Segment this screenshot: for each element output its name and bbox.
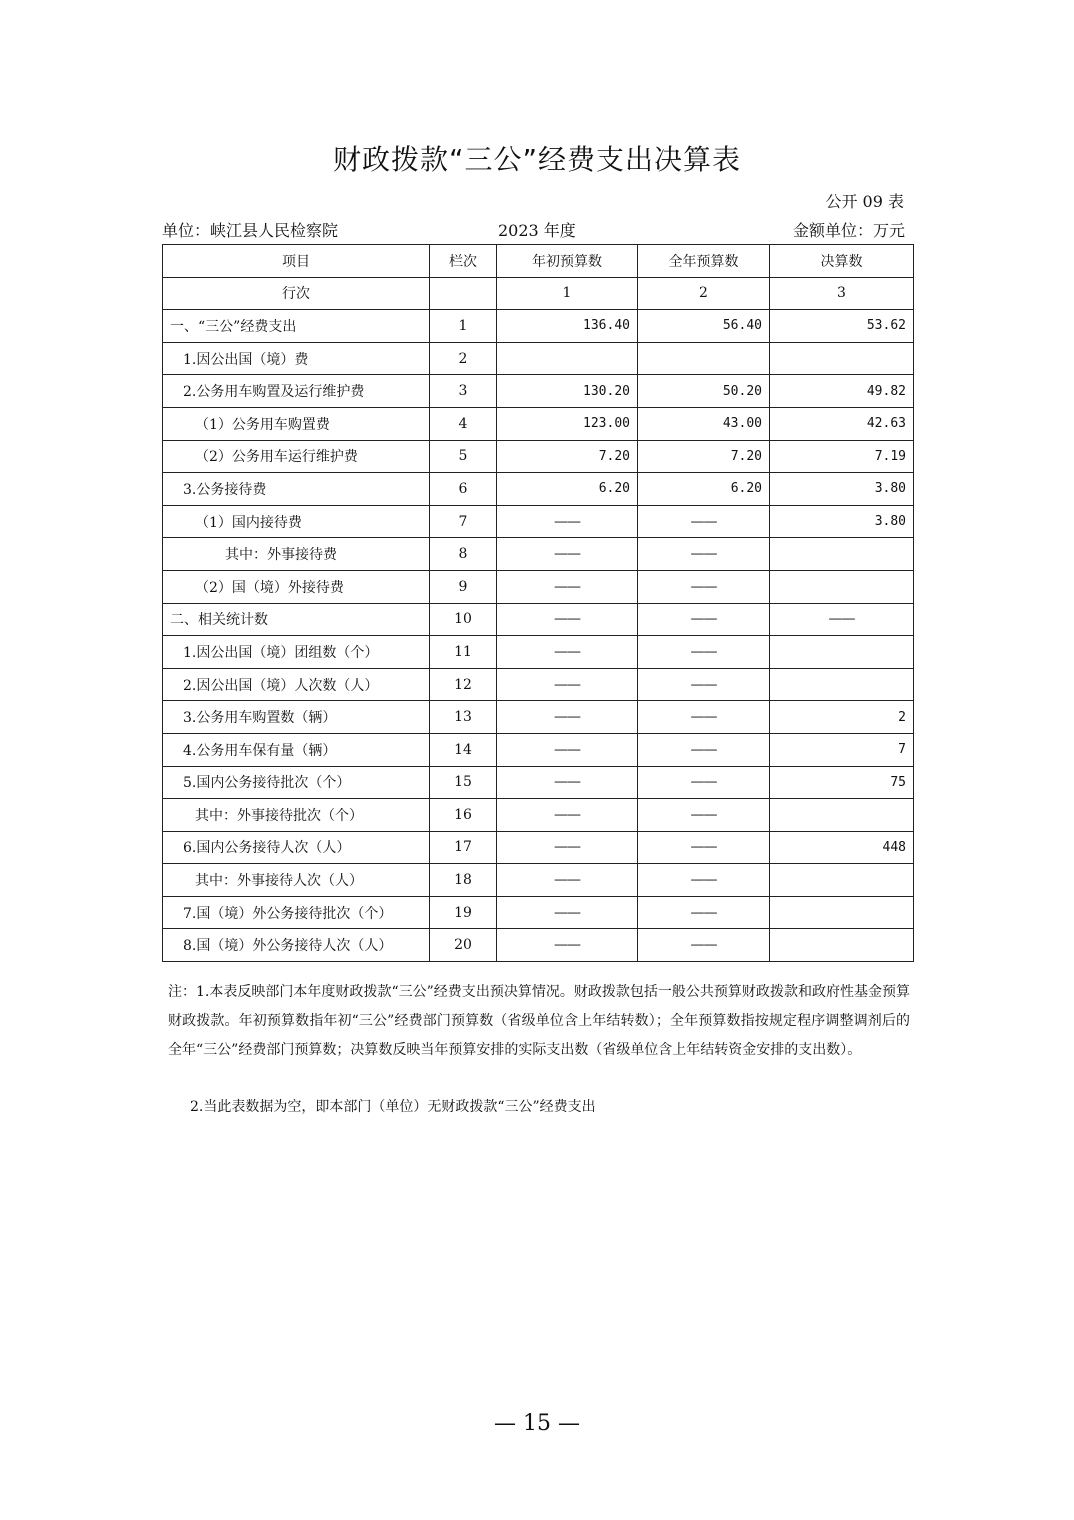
table-row xyxy=(163,668,914,701)
full-year-budget-value: 56.40 xyxy=(638,310,770,343)
full-year-budget-value: —— xyxy=(638,701,770,734)
header-full-year-budget: 全年预算数 xyxy=(638,245,770,278)
row-number: 15 xyxy=(430,766,497,799)
final-account-value xyxy=(770,668,914,701)
row-item-label: 一、“三公”经费支出 xyxy=(163,310,430,343)
table-code: 公开 09 表 xyxy=(825,192,904,211)
initial-budget-value: —— xyxy=(497,505,638,538)
table-row xyxy=(163,440,914,473)
note-1: 注：1.本表反映部门本年度财政拨款“三公”经费支出预决算情况。财政拨款包括一般公共预算财政拨款和政府性基金预算财政拨款。年初预算数指年初“三公”经费部门预算数（省级单位含上年结转数）；全年预算数指按规定程序调整调剂后的全年“三公”经费部门预算数；决算数反映当年预算安排的实际支出数（省级单位含上年结转资金安排的支出数）。 xyxy=(168,984,910,1058)
final-account-value xyxy=(770,636,914,669)
full-year-budget-value: —— xyxy=(638,505,770,538)
final-account-value: —— xyxy=(770,603,914,636)
table-row xyxy=(163,570,914,603)
row-number: 1 xyxy=(430,310,497,343)
final-account-value: 3.80 xyxy=(770,473,914,506)
row-number: 2 xyxy=(430,342,497,375)
initial-budget-value: —— xyxy=(497,733,638,766)
full-year-budget-value: 6.20 xyxy=(638,473,770,506)
row-number: 6 xyxy=(430,473,497,506)
full-year-budget-value: —— xyxy=(638,733,770,766)
table-row xyxy=(163,538,914,571)
row-number: 5 xyxy=(430,440,497,473)
initial-budget-value: 6.20 xyxy=(497,473,638,506)
initial-budget-value: —— xyxy=(497,570,638,603)
row-item-label: 4.公务用车保有量（辆） xyxy=(163,733,430,766)
initial-budget-value: —— xyxy=(497,896,638,929)
final-account-value: 7 xyxy=(770,733,914,766)
row-number: 18 xyxy=(430,864,497,897)
index-cell: 3 xyxy=(770,277,914,310)
money-unit-label: 金额单位：万元 xyxy=(792,221,905,240)
index-cell: 1 xyxy=(497,277,638,310)
final-account-value: 42.63 xyxy=(770,407,914,440)
initial-budget-value: —— xyxy=(497,799,638,832)
table-row xyxy=(163,603,914,636)
row-item-label: 7.国（境）外公务接待批次（个） xyxy=(163,896,430,929)
row-number: 9 xyxy=(430,570,497,603)
full-year-budget-value: —— xyxy=(638,668,770,701)
table-header-row xyxy=(163,245,914,278)
full-year-budget-value: —— xyxy=(638,603,770,636)
initial-budget-value: —— xyxy=(497,701,638,734)
initial-budget-value: 7.20 xyxy=(497,440,638,473)
full-year-budget-value: —— xyxy=(638,570,770,603)
full-year-budget-value: —— xyxy=(638,864,770,897)
final-account-value xyxy=(770,896,914,929)
header-initial-budget: 年初预算数 xyxy=(497,245,638,278)
table-row xyxy=(163,733,914,766)
final-account-value: 448 xyxy=(770,831,914,864)
row-number: 20 xyxy=(430,929,497,962)
final-account-value: 49.82 xyxy=(770,375,914,408)
initial-budget-value: 130.20 xyxy=(497,375,638,408)
row-number: 10 xyxy=(430,603,497,636)
initial-budget-value: —— xyxy=(497,538,638,571)
row-number: 7 xyxy=(430,505,497,538)
full-year-budget-value: —— xyxy=(638,831,770,864)
row-item-label: 6.国内公务接待人次（人） xyxy=(163,831,430,864)
table-row xyxy=(163,799,914,832)
year-label: 2023 年度 xyxy=(498,221,576,240)
final-account-value: 75 xyxy=(770,766,914,799)
table-row xyxy=(163,831,914,864)
final-account-value: 53.62 xyxy=(770,310,914,343)
table-row xyxy=(163,929,914,962)
initial-budget-value: 123.00 xyxy=(497,407,638,440)
full-year-budget-value: 50.20 xyxy=(638,375,770,408)
final-account-value xyxy=(770,538,914,571)
initial-budget-value: 136.40 xyxy=(497,310,638,343)
full-year-budget-value: —— xyxy=(638,636,770,669)
row-item-label: （1）公务用车购置费 xyxy=(163,407,430,440)
row-item-label: 其中：外事接待人次（人） xyxy=(163,864,430,897)
meta-row xyxy=(162,218,905,240)
row-item-label: 2.因公出国（境）人次数（人） xyxy=(163,668,430,701)
final-account-value xyxy=(770,864,914,897)
final-account-value xyxy=(770,342,914,375)
table-row xyxy=(163,896,914,929)
budget-table xyxy=(162,244,914,962)
table-row xyxy=(163,505,914,538)
row-item-label: 1.因公出国（境）费 xyxy=(163,342,430,375)
row-number: 14 xyxy=(430,733,497,766)
row-number: 19 xyxy=(430,896,497,929)
full-year-budget-value: —— xyxy=(638,896,770,929)
row-item-label: 2.公务用车购置及运行维护费 xyxy=(163,375,430,408)
table-row xyxy=(163,342,914,375)
row-item-label: 8.国（境）外公务接待人次（人） xyxy=(163,929,430,962)
table-row xyxy=(163,864,914,897)
full-year-budget-value: —— xyxy=(638,799,770,832)
initial-budget-value: —— xyxy=(497,929,638,962)
initial-budget-value: —— xyxy=(497,668,638,701)
full-year-budget-value: —— xyxy=(638,538,770,571)
note-2: 2.当此表数据为空，即本部门（单位）无财政拨款“三公”经费支出 xyxy=(190,1099,596,1115)
row-number: 4 xyxy=(430,407,497,440)
row-item-label: （1）国内接待费 xyxy=(163,505,430,538)
row-item-label: 5.国内公务接待批次（个） xyxy=(163,766,430,799)
row-item-label: （2）公务用车运行维护费 xyxy=(163,440,430,473)
row-item-label: 1.因公出国（境）团组数（个） xyxy=(163,636,430,669)
row-item-label: 二、相关统计数 xyxy=(163,603,430,636)
index-cell: 行次 xyxy=(163,277,430,310)
table-row xyxy=(163,407,914,440)
final-account-value: 3.80 xyxy=(770,505,914,538)
table-row xyxy=(163,375,914,408)
unit-label: 单位：峡江县人民检察院 xyxy=(162,221,339,240)
index-cell xyxy=(430,277,497,310)
final-account-value xyxy=(770,929,914,962)
table-row xyxy=(163,766,914,799)
row-number: 16 xyxy=(430,799,497,832)
table-row xyxy=(163,473,914,506)
page-number: — 15 — xyxy=(494,1411,580,1436)
initial-budget-value: —— xyxy=(497,766,638,799)
full-year-budget-value xyxy=(638,342,770,375)
full-year-budget-value: —— xyxy=(638,766,770,799)
final-account-value: 2 xyxy=(770,701,914,734)
initial-budget-value: —— xyxy=(497,636,638,669)
row-item-label: 其中：外事接待费 xyxy=(163,538,430,571)
row-number: 3 xyxy=(430,375,497,408)
final-account-value xyxy=(770,570,914,603)
row-item-label: （2）国（境）外接待费 xyxy=(163,570,430,603)
page-title: 财政拨款“三公”经费支出决算表 xyxy=(332,143,741,176)
row-number: 13 xyxy=(430,701,497,734)
header-item: 项目 xyxy=(163,245,430,278)
row-item-label: 3.公务接待费 xyxy=(163,473,430,506)
row-number: 17 xyxy=(430,831,497,864)
header-final-account: 决算数 xyxy=(770,245,914,278)
table-row xyxy=(163,636,914,669)
full-year-budget-value: —— xyxy=(638,929,770,962)
row-number: 8 xyxy=(430,538,497,571)
row-number: 12 xyxy=(430,668,497,701)
initial-budget-value: —— xyxy=(497,864,638,897)
row-item-label: 其中：外事接待批次（个） xyxy=(163,799,430,832)
index-row xyxy=(163,277,914,310)
row-number: 11 xyxy=(430,636,497,669)
row-item-label: 3.公务用车购置数（辆） xyxy=(163,701,430,734)
final-account-value xyxy=(770,799,914,832)
index-cell: 2 xyxy=(638,277,770,310)
header-column-no: 栏次 xyxy=(430,245,497,278)
full-year-budget-value: 7.20 xyxy=(638,440,770,473)
full-year-budget-value: 43.00 xyxy=(638,407,770,440)
final-account-value: 7.19 xyxy=(770,440,914,473)
table-row xyxy=(163,701,914,734)
table-row xyxy=(163,310,914,343)
initial-budget-value: —— xyxy=(497,831,638,864)
initial-budget-value xyxy=(497,342,638,375)
initial-budget-value: —— xyxy=(497,603,638,636)
